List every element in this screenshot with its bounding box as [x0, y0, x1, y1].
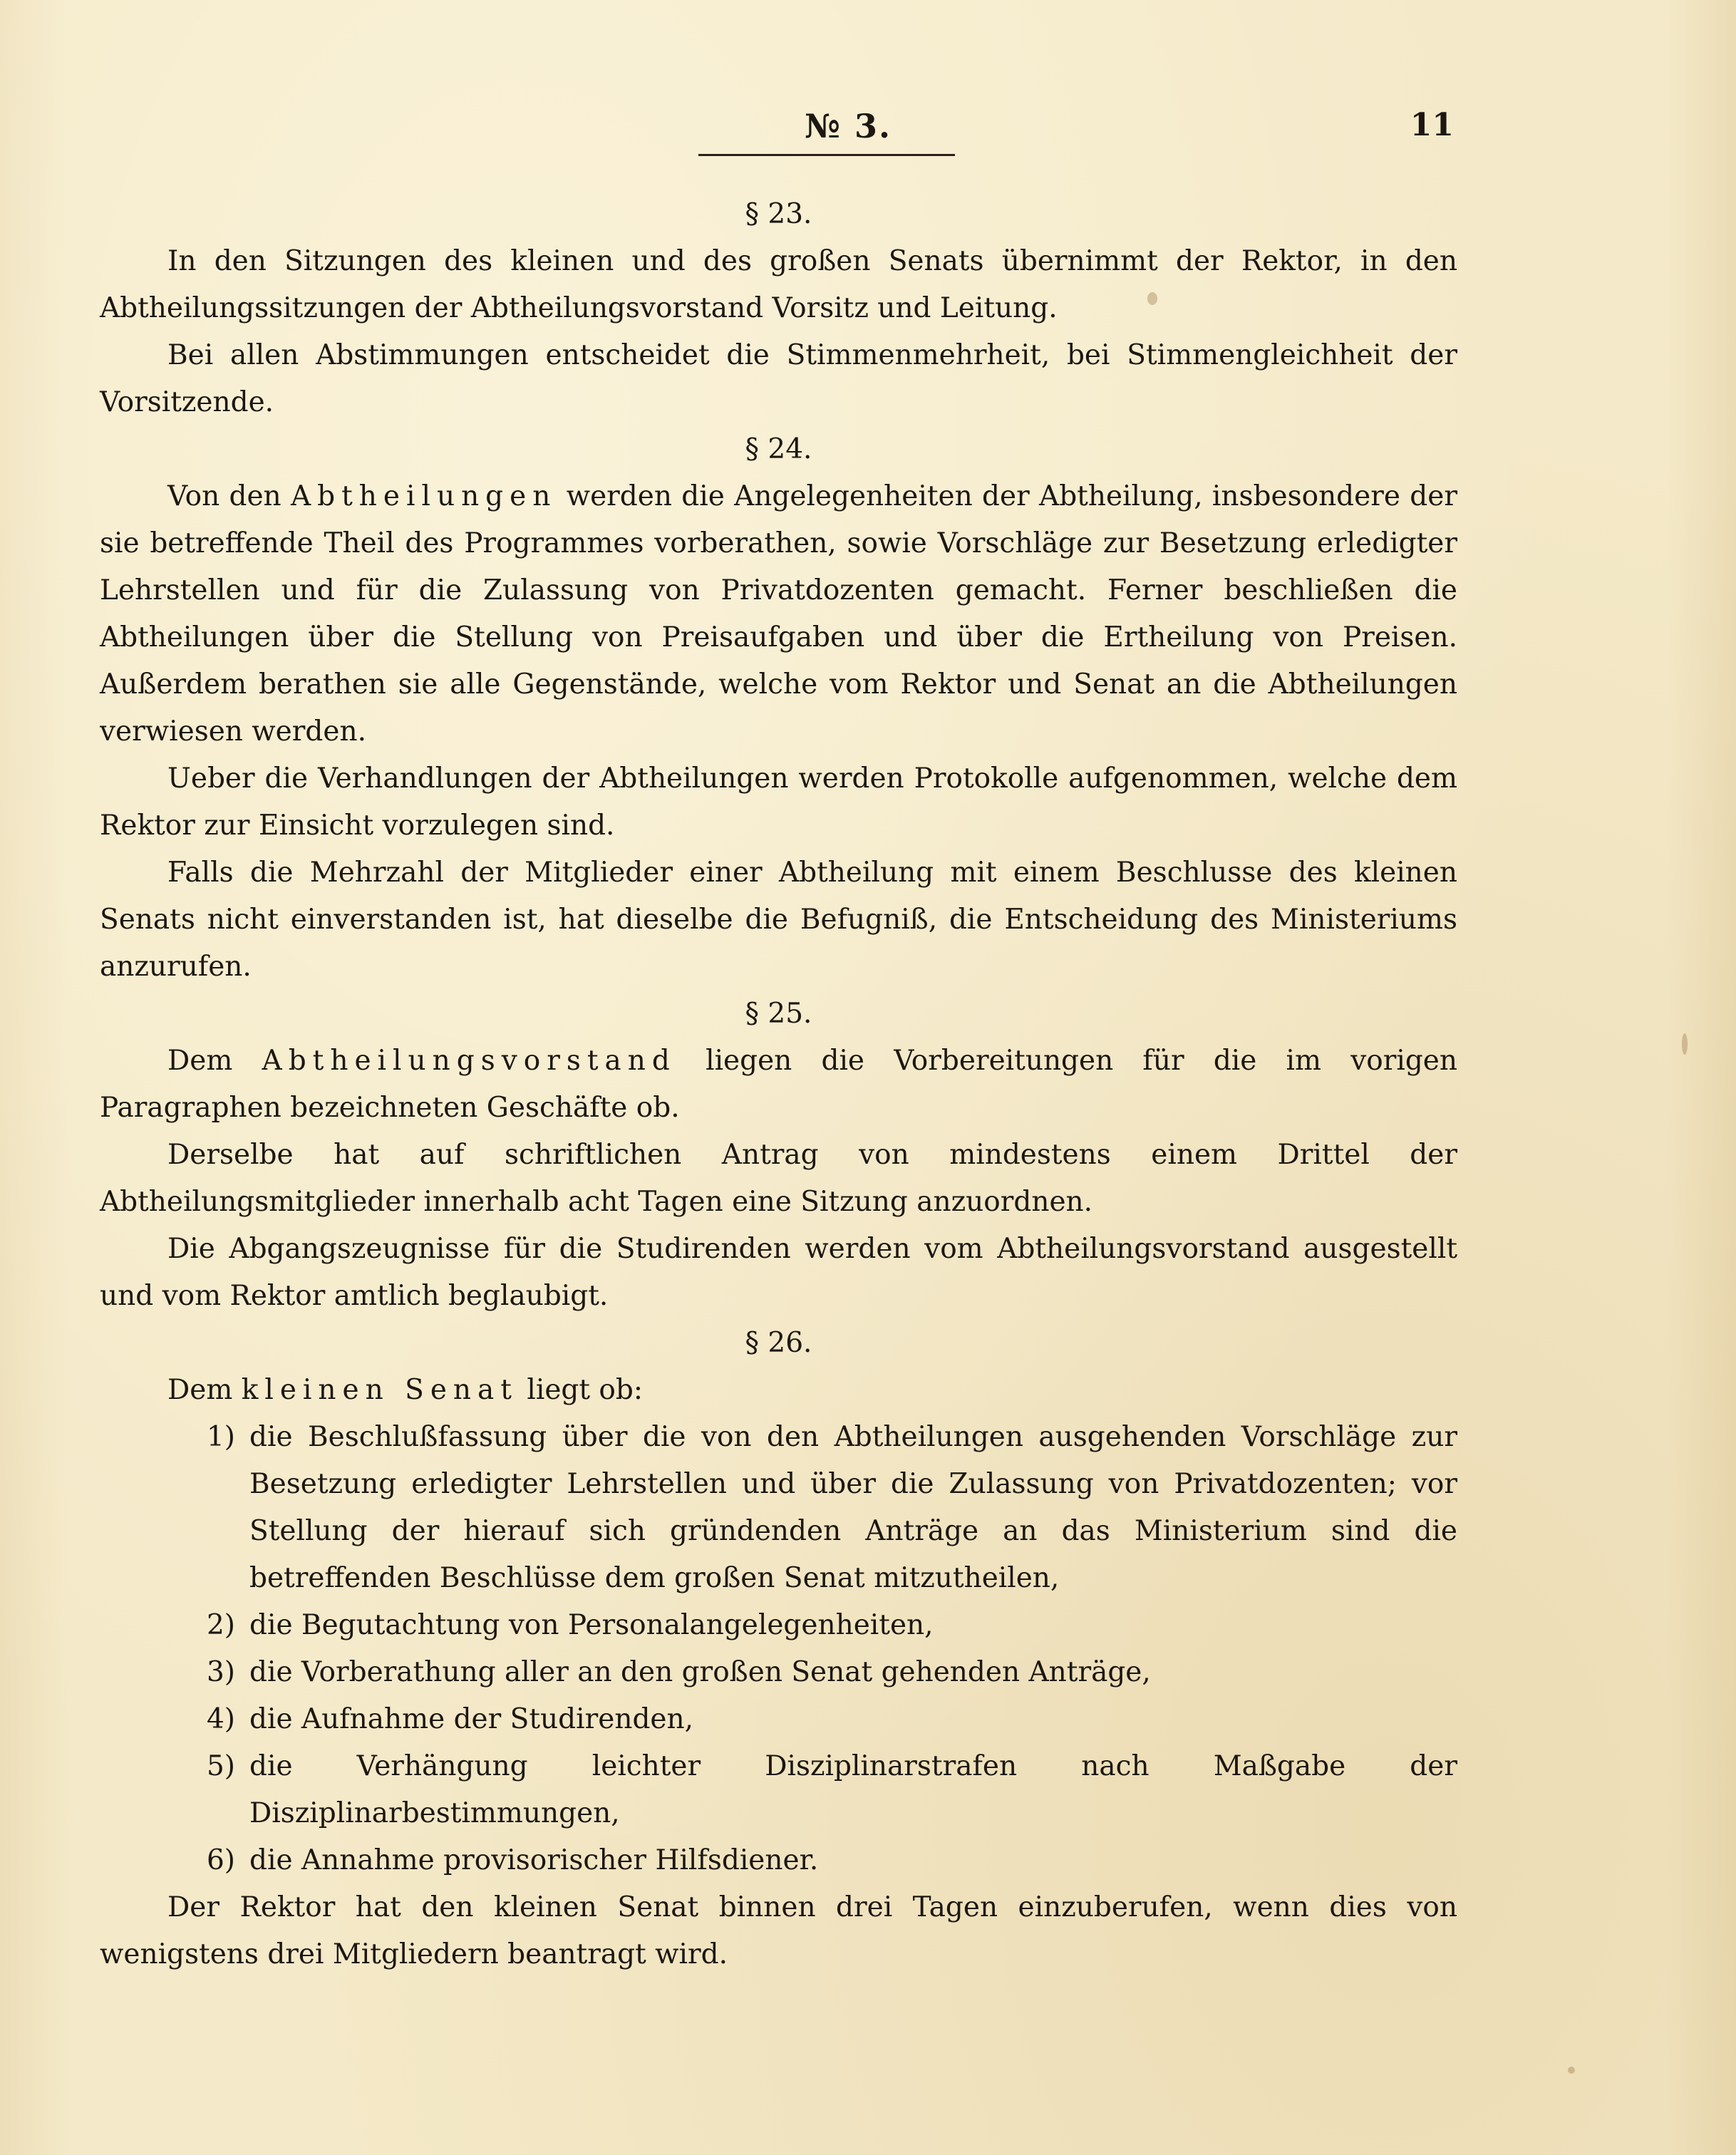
paragraph: Die Abgangszeugnisse für die Studirenden werden vom Abtheilungsvorstand ausgestellt und vom Rektor amtlich beglaubigt.	[100, 1233, 1457, 1312]
section-heading-26: § 26.	[745, 1327, 812, 1359]
document-body	[100, 191, 1457, 1978]
paragraph-rest: liegen die Vorbereitungen für die im vorigen Paragraphen bezeichneten Geschäfte ob.	[100, 1045, 1457, 1124]
paragraph: In den Sitzungen des kleinen und des großen Senats übernimmt der Rektor, in den Abtheilungssitzungen der Abtheilungsvorstand Vorsitz und Leitung.	[100, 245, 1457, 324]
section-heading-23: § 23.	[745, 198, 812, 230]
page-header	[100, 107, 1454, 164]
paragraph-lead: Dem	[167, 1374, 233, 1406]
list-item-text: die Verhängung leichter Disziplinarstrafen nach Maßgabe der Disziplinarbestimmungen,	[249, 1750, 1457, 1829]
spaced-term: kleinen Senat	[241, 1374, 518, 1406]
paragraph-rest: werden die Angelegenheiten der Abtheilung, insbesondere der sie betreffende Theil des Programmes vorberathen, sowie Vorschläge zur Besetzung erledigter Lehrstellen und für die Zulassung von Privatdozenten gemacht. Ferner beschließen die Abtheilungen über die Stellung von Preisaufgaben und über die Ertheilung von Preisen. Außerdem berathen sie alle Gegenstände, welche vom Rektor und Senat an die Abtheilungen verwiesen werden.	[100, 480, 1457, 748]
paragraph: Der Rektor hat den kleinen Senat binnen drei Tagen einzuberufen, wenn dies von wenigstens drei Mitgliedern beantragt wird.	[100, 1891, 1457, 1970]
paragraph-lead: Dem	[167, 1045, 233, 1077]
list-item-text: die Aufnahme der Studirenden,	[249, 1703, 694, 1735]
paper-speck	[1682, 1033, 1688, 1055]
section-heading-24: § 24.	[745, 433, 812, 465]
list-item-number: 1)	[206, 1421, 235, 1453]
list-item	[100, 1743, 1457, 1837]
list-item	[100, 1696, 1457, 1743]
list-item-text: die Annahme provisorischer Hilfsdiener.	[249, 1844, 819, 1876]
list-item-number: 4)	[206, 1703, 235, 1735]
list-item	[100, 1414, 1457, 1602]
paragraph: Falls die Mehrzahl der Mitglieder einer Abtheilung mit einem Beschlusse des kleinen Senats nicht einverstanden ist, hat dieselbe die Befugniß, die Entscheidung des Ministeriums anzurufen.	[100, 857, 1457, 983]
paragraph: Ueber die Verhandlungen der Abtheilungen werden Protokolle aufgenommen, welche dem Rektor zur Einsicht vorzulegen sind.	[100, 763, 1457, 842]
paragraph: Derselbe hat auf schriftlichen Antrag von mindestens einem Drittel der Abtheilungsmitglieder innerhalb acht Tagen eine Sitzung anzuordnen.	[100, 1139, 1457, 1218]
spaced-term: Abtheilungen	[291, 480, 557, 512]
list-item	[100, 1837, 1457, 1884]
list-item-text: die Vorberathung aller an den großen Senat gehenden Anträge,	[249, 1656, 1151, 1688]
section-heading-25: § 25.	[745, 998, 812, 1030]
list-item-text: die Begutachtung von Personalangelegenheiten,	[249, 1609, 934, 1641]
list-item	[100, 1649, 1457, 1696]
page-number: 11	[1410, 107, 1454, 143]
list-item	[100, 1602, 1457, 1649]
paragraph	[100, 473, 1457, 755]
duties-list	[100, 1414, 1457, 1884]
list-item-number: 2)	[206, 1609, 235, 1641]
list-item-text: die Beschlußfassung über die von den Abtheilungen ausgehenden Vorschläge zur Besetzung erledigter Lehrstellen und über die Zulassung von Privatdozenten; vor Stellung der hierauf sich gründenden Anträge an das Ministerium sind die betreffenden Beschlüsse dem großen Senat mitzutheilen,	[249, 1421, 1457, 1594]
paragraph-rest: liegt ob:	[527, 1374, 644, 1406]
list-item-number: 3)	[206, 1656, 235, 1688]
spaced-term: Abtheilungsvorstand	[262, 1045, 676, 1077]
paragraph	[100, 1367, 1457, 1414]
issue-number: № 3.	[804, 107, 892, 145]
paper-speck	[1568, 2067, 1575, 2074]
paragraph-lead: Von den	[167, 480, 281, 512]
paragraph: Bei allen Abstimmungen entscheidet die Stimmenmehrheit, bei Stimmengleichheit der Vorsitzende.	[100, 339, 1457, 418]
header-rule	[698, 154, 955, 156]
paragraph	[100, 1038, 1457, 1132]
list-item-number: 6)	[206, 1844, 235, 1876]
list-item-number: 5)	[206, 1750, 235, 1782]
